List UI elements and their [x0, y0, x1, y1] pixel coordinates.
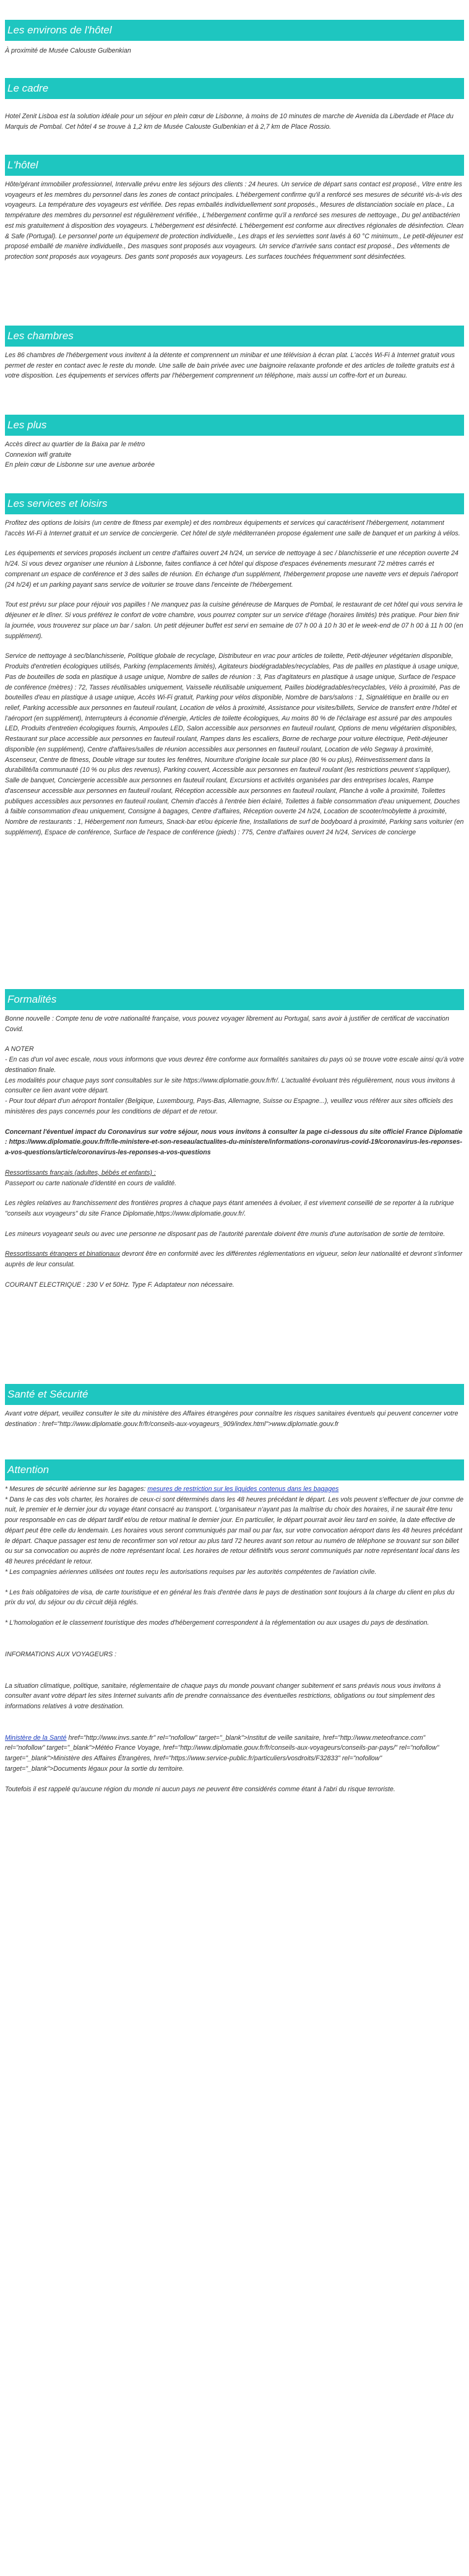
- attention-baggage-prefix: * Mesures de sécurité aérienne sur les bagages:: [5, 1485, 148, 1493]
- services-text-3: Tout est prévu sur place pour réjouir vos papilles ! Ne manquez pas la cuisine généreuse de Marques de Pombal, le restaurant de cet hôtel qui vous servira le déjeuner et le dîner. Si vous préférez le confort de votre chambre, vous pourrez compter sur un service d'étage (horaires limités) très pratique. Pour bien finir la journée, vous trouverez sur place un bar / salon. Un petit déjeuner buffet est servi en semaine de 07 h 00 à 10 h 30 et le week-end de 07 h 00 à 11 h 00 (en supplément).: [5, 601, 463, 640]
- services-amenities: Service de nettoyage à sec/blanchisserie, Politique globale de recyclage, Distributeur en vrac pour articles de toilette, Petit-déjeuner végétarien disponible, Produits d'entretien écologiques utilisés, Parking (emplacements limités), Agitateurs biodégradables/recyclables, Pas de pailles en plastique à usage unique, Pas de bouteilles de soda en plastique à usage unique, Nombre de salles de réunion : 3, Pas d'agitateurs en plastique à usage unique, Surface de l'espace de conférence (mètres) : 72, Tasses réutilisables uniquement, Vaisselle réutilisable uniquement, Pailles biodégradables/recyclables, Vélo à proximité, Pas de bouteilles d'eau en plastique à usage unique, Accès Wi-Fi gratuit, Parking pour vélos disponible, Nombre de bars/salons : 1, Signalétique en braille ou en relief, Parking accessible aux personnes en fauteuil roulant, Location de vélos à proximité, Assistance pour visites/billets, Service de transfert entre l'hôtel et l'aéroport (en supplément), Interrupteurs à économie d'énergie, Articles de toilette écologiques, Au moins 80 % de l'éclairage est assuré par des ampoules LED, Produits d'entretien écologiques fournis, Ampoules LED, Salon accessible aux personnes en fauteuil roulant, Options de menu végétarien disponibles, Restaurant sur place accessible aux personnes en fauteuil roulant, Rampes dans les escaliers, Borne de recharge pour voiture électrique, Petit-déjeuner disponible (en supplément), Centre d'affaires/salles de réunion accessibles aux personnes en fauteuil roulant, Location de vélo Segway à proximité, Ascenseur, Centre de fitness, Double vitrage sur toutes les fenêtres, Nourriture d'origine locale sur place (80 % ou plus), Réinvestissement dans la durabilité/la communauté (10 % ou plus des revenus), Parking couvert, Accessible aux personnes en fauteuil roulant (les restrictions peuvent s'appliquer), Salle de banquet, Conciergerie accessible aux personnes en fauteuil roulant, Excursions et activités organisées par des entreprises locales, Rampe d'ascenseur accessible aux personnes en fauteuil roulant, Réception accessible aux personnes en fauteuil roulant, Planche à volle à proximité, Toilettes publiques accessibles aux personnes en fauteuil roulant, Chemin d'accès à l'entrée bien éclairé, Toilettes à faible consommation d'eau uniquement, Douches à faible consommation d'eau uniquement, Consigne à bagages, Centre d'affaires, Réception ouverte 24 h/24, Location de scooter/mobylette à proximité, Nombre de restaurants : 1, Hébergement non fumeurs, Snack-bar et/ou épicerie fine, Installations de surf de bodyboard à proximité, Parking sans voiturier (en supplément), Espace de conférence, Surface de l'espace de conférence (pieds) : 775, Centre d'affaires ouvert 24 h/24, Services de concierge: [5, 652, 464, 836]
- services-text-2: Les équipements et services proposés incluent un centre d'affaires ouvert 24 h/24, un service de nettoyage à sec / blanchisserie et une réception ouverte 24 h/24. Si vous devez organiser une réunion à Lisbonne, faites confiance à cet hôtel qui dispose d'espaces événements mesurant 72 mètres carrés et comprenant un espace de conférence et 3 des salles de réunion. En échange d'un supplément, l'hébergement propose une navette vers et depuis l'aéroport (24 h/24) et un parking payant sans service de voiturier se trouve dans l'enceinte de l'hébergement.: [5, 550, 458, 589]
- attention-baggage: [5, 1484, 464, 1495]
- formalites-foreign-heading: Ressortissants étrangers et binationaux: [5, 1250, 121, 1258]
- section-title-attention: Attention: [5, 1459, 464, 1480]
- attention-info-text: La situation climatique, politique, sanitaire, réglementaire de chaque pays du monde pouvant changer subitement et sans préavis nous vous invitons à consulter avant votre départ les sites Internet suivants afin de prendre connaissance des éventuelles restrictions, obligations ou tout simplement des informations relatives à votre destination.: [5, 1682, 441, 1711]
- section-title-services: Les services et loisirs: [5, 493, 464, 514]
- ministry-health-link[interactable]: Ministère de la Santé: [5, 1734, 67, 1742]
- section-title-chambres: Les chambres: [5, 326, 464, 347]
- section-plus: [5, 415, 464, 470]
- formalites-minors: Les mineurs voyageant seuls ou avec une personne ne disposant pas de l'autorité parentale doivent être munis d'une autorisation de sortie de territoire.: [5, 1230, 445, 1238]
- attention-airlines: * Les compagnies aériennes utilisées ont toutes reçu les autorisations requises par les autorités compétentes de l'aviation civile.: [5, 1568, 377, 1576]
- plus-list: [5, 439, 464, 470]
- section-title-formalites: Formalités: [5, 989, 464, 1010]
- formalites-foreign: [5, 1249, 464, 1269]
- hotel-text: Hôte/gérant immobilier professionnel, Intervalle prévu entre les séjours des clients : 24 heures. Un service de départ sans contact est proposé., Vitre entre les voyageurs et les membres du personnel dans les zones de contact principales. L'hébergement confirme qu'il a renforcé ses mesures de sécurité vis-à-vis des voyageurs. La température des voyageurs est vérifiée. Des repas emballés individuellement sont proposés., Mesures de distanciation sociale en place., La température des membres du personnel est régulièrement vérifiée., L'hébergement confirme qu'il a renforcé ses mesures de nettoyage., Du gel antibactérien est mis gratuitement à disposition des voyageurs. L'hébergement est désinfecté. L'hébergement est conforme aux directives régionales de désinfection. Clean & Safe (Portugal). Le personnel porte un équipement de protection individuelle., Les draps et les serviettes sont lavés à 60 °C minimum., Le petit-déjeuner est proposé emballé de manière individuelle., Des masques sont proposés aux voyageurs. Un service d'arrivée sans contact est proposé., Des vêtements de protection sont proposés aux voyageurs. Des gants sont proposés aux voyageurs. Les surfaces touchées fréquemment sont désinfectées.: [5, 181, 464, 261]
- environs-text: À proximité de Musée Calouste Gulbenkian: [5, 47, 131, 54]
- formalites-rules: Les règles relatives au franchissement des frontières propres à chaque pays étant amenées à évoluer, il est vivement conseillé de se reporter à la rubrique "conseils aux voyageurs" du site France Diplomatie,https://www.diplomatie.gouv.fr/.: [5, 1199, 454, 1218]
- plus-item: En plein cœur de Lisbonne sur une avenue arborée: [5, 461, 155, 469]
- section-cadre: [5, 78, 464, 132]
- section-sante: [5, 1384, 464, 1429]
- plus-item: Accès direct au quartier de la Baixa par le métro: [5, 441, 145, 448]
- formalites-adults-heading: Ressortissants français (adultes, bébés et enfants) :: [5, 1169, 156, 1177]
- formalites-coronavirus: Concernant l'éventuel impact du Coronavirus sur votre séjour, nous vous invitons à consulter la page ci-dessous du site officiel France Diplomatie : https://www.diplomatie.gouv.fr/fr/le-ministere-et-son-reseau/actualites-du-ministere/informations-coronavirus-covid-19/coronavirus-les-reponses-a-vos-questions/article/coronavirus-les-reponses-a-vos-questions: [5, 1128, 463, 1157]
- section-title-sante: Santé et Sécurité: [5, 1384, 464, 1405]
- formalites-adults-text: Passeport ou carte nationale d'identité en cours de validité.: [5, 1179, 177, 1187]
- attention-classification: * L'homologation et le classement touristique des modes d'hébergement correspondent à la réglementation ou aux usages du pays de destination.: [5, 1619, 429, 1627]
- section-services: [5, 493, 464, 838]
- formalites-current: COURANT ELECTRIQUE : 230 V et 50Hz. Type F. Adaptateur non nécessaire.: [5, 1281, 234, 1289]
- attention-links: [5, 1733, 464, 1774]
- plus-item: Connexion wifi gratuite: [5, 451, 72, 459]
- section-chambres: [5, 326, 464, 381]
- formalites-note-heading: A NOTER: [5, 1045, 34, 1053]
- section-environs: [5, 20, 464, 56]
- cadre-text: Hotel Zenit Lisboa est la solution idéale pour un séjour en plein cœur de Lisbonne, à moins de 10 minutes de marche de Avenida da Liberdade et Place du Marquis de Pombal. Cet hôtel 4 se trouve à 1,2 km de Musée Calouste Gulbenkian et à 2,7 km de Place Rossio.: [5, 113, 454, 131]
- section-title-plus: Les plus: [5, 415, 464, 436]
- section-title-hotel: L'hôtel: [5, 155, 464, 176]
- attention-charter: * Dans le cas des vols charter, les horaires de ceux-ci sont déterminés dans les 48 heures précédant le départ. Les vols peuvent s'effectuer de jour comme de nuit, le premier et le dernier jour du voyage étant consacré au transport. L'organisateur n'ayant pas la maîtrise du choix des horaires, il ne saurait être tenu pour responsable en cas de départ tardif et/ou de retour matinal le dernier jour. En particulier, le départ pourrait avoir lieu tard en soirée, la date effective de départ peut être celle du lendemain. Les horaires vous seront communiqués par mail ou par fax, sur votre convocation aéroport dans les 48 heures précédant le départ. Chaque passager est tenu de reconfirmer son vol retour au plus tard 72 heures avant son retour au numéro de téléphone se trouvant sur son billet ou sur sa convocation ou auprès de notre représentant local. Les horaires de retour définitifs vous seront communiqués par notre représentant local dans les 48 heures précédant le retour.: [5, 1495, 464, 1566]
- section-attention: [5, 1459, 464, 1794]
- chambres-text: Les 86 chambres de l'hébergement vous invitent à la détente et comprennent un minibar et une télévision à écran plat. L'accès Wi-Fi à Internet gratuit vous permet de rester en contact avec le reste du monde. Une salle de bain privée avec une baignoire relaxante profonde et des articles de toilette gratuits est à votre disposition. Les équipements et services offerts par l'hébergement comprennent un téléphone, mais aussi un coffre-fort et un bureau.: [5, 352, 455, 380]
- formalites-note-line: - En cas d'un vol avec escale, nous vous informons que vous devrez être conforme aux formalités sanitaires du pays où se trouve votre escale ainsi qu'à votre destination finale.: [5, 1056, 464, 1074]
- sante-text: Avant votre départ, veuillez consulter le site du ministère des Affaires étrangères pour connaître les risques sanitaires éventuels qui peuvent concerner votre destination : href="http://www.diplomatie.gouv.fr/fr/conseils-aux-voyageurs_909/index.html">www.diplomatie.gouv.fr: [5, 1410, 458, 1428]
- services-text-1: Profitez des options de loisirs (un centre de fitness par exemple) et des nombreux équipements et services qui caractérisent l'hébergement, notamment l'accès Wi-Fi à Internet gratuit et un service de conciergerie. Cet hôtel de style méditerranéen propose également une salle de banquet et un parking à vélos.: [5, 519, 460, 537]
- attention-terror-note: Toutefois il est rappelé qu'aucune région du monde ni aucun pays ne peuvent être considérés comme étant à l'abri du risque terroriste.: [5, 1785, 395, 1793]
- formalites-intro: Bonne nouvelle : Compte tenu de votre nationalité française, vous pouvez voyager librement au Portugal, sans avoir à justifier de certificat de vaccination Covid.: [5, 1015, 449, 1033]
- baggage-restriction-link[interactable]: mesures de restriction sur les liquides contenus dans les bagages: [147, 1485, 339, 1493]
- attention-fees: * Les frais obligatoires de visa, de carte touristique et en général les frais d'entrée dans le pays de destination sont toujours à la charge du client en plus du prix du vol, du séjour ou du circuit déjà réglés.: [5, 1588, 455, 1607]
- section-title-environs: Les environs de l'hôtel: [5, 20, 464, 41]
- attention-links-rest: href="http://www.invs.sante.fr" rel="nofollow" target="_blank">Institut de veille sanitaire, href="http://www.meteofrance.com" rel="nofollow" target="_blank">Météo France Voyage, href="http://www.diplomatie.gouv.fr/fr/conseils-aux-voyageurs/conseils-par-pays/" rel="nofollow" target="_blank">Ministère des Affaires Étrangères, href="https://www.service-public.fr/particuliers/vosdroits/F32833" rel="nofollow" target="_blank">Documents légaux pour la sortie du territoire.: [5, 1734, 439, 1773]
- section-title-cadre: Le cadre: [5, 78, 464, 99]
- section-formalites: [5, 989, 464, 1290]
- attention-info-heading: INFORMATIONS AUX VOYAGEURS :: [5, 1650, 117, 1658]
- formalites-note-line: - Pour tout départ d'un aéroport frontalier (Belgique, Luxembourg, Pays-Bas, Allemagne, Suisse ou Espagne...), veuillez vous référer aux sites officiels des ministères des pays concernés pour les conditions de départ et de retour.: [5, 1097, 454, 1115]
- formalites-foreign-text: devront être en conformité avec les différentes réglementations en vigueur, selon leur nationalité et devront s'informer auprès de leur consulat.: [5, 1250, 463, 1269]
- formalites-note-line: Les modalités pour chaque pays sont consultables sur le site https://www.diplomatie.gouv.fr/fr/. L'actualité évoluant très régulièrement, nous vous invitons à consulter ce lien avant votre départ.: [5, 1076, 455, 1095]
- section-hotel: [5, 155, 464, 262]
